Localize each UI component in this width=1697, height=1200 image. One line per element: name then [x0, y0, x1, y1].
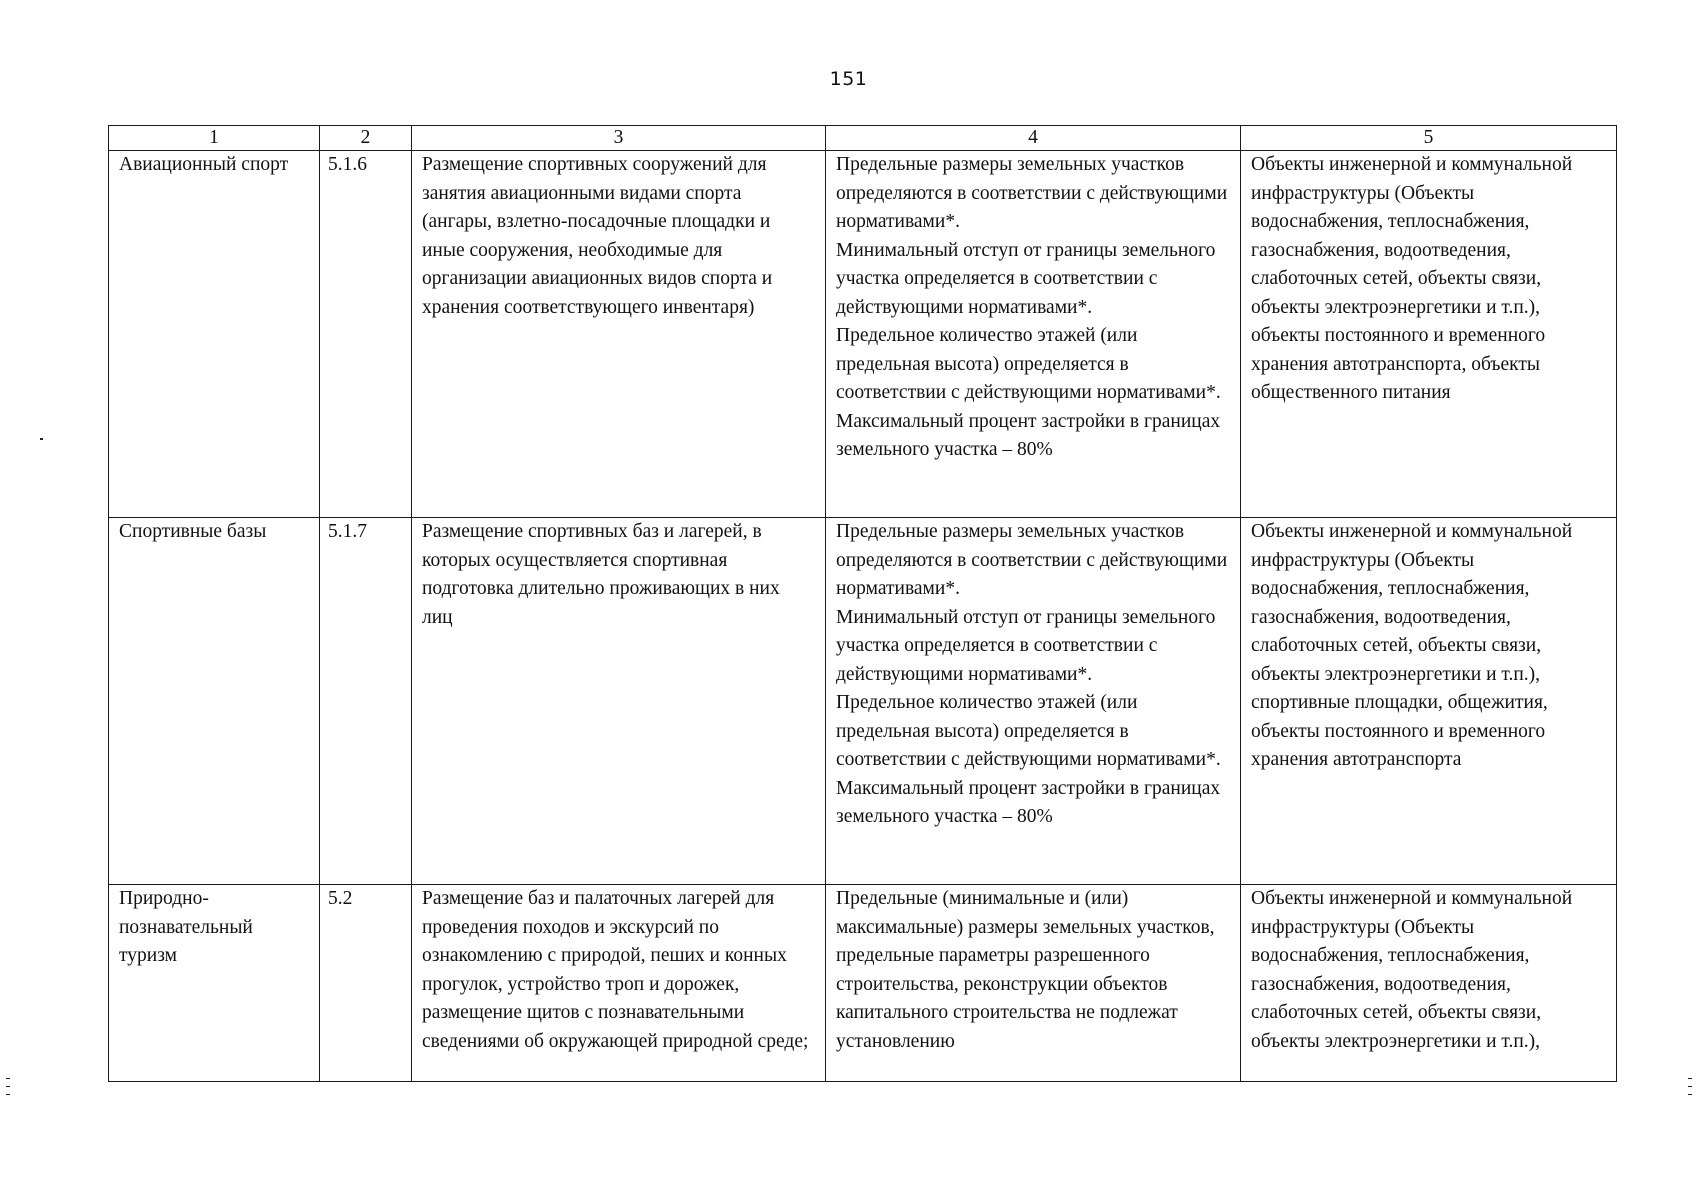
use-name-cell: Природно-познавательный туризм — [109, 885, 320, 1082]
table-header-row — [109, 126, 1617, 151]
use-code-cell: 5.1.6 — [320, 151, 412, 518]
parameters-cell — [826, 518, 1241, 885]
scan-artifact-mark — [40, 438, 43, 440]
scan-artifact-mark — [1688, 1078, 1692, 1079]
scan-artifact-mark — [6, 1078, 10, 1079]
table-row — [109, 518, 1617, 885]
parameter-line: Предельные (минимальные и (или) максимальные) размеры земельных участков, предельные параметры разрешенного строительства, реконструкции объектов капитального строительства не подлежат установлению — [836, 888, 1215, 1052]
column-header-5: 5 — [1241, 126, 1617, 151]
scan-artifact-mark — [6, 1094, 10, 1095]
column-header-4: 4 — [826, 126, 1241, 151]
column-header-1: 1 — [109, 126, 320, 151]
use-description-cell: Размещение спортивных баз и лагерей, в которых осуществляется спортивная подготовка длительно проживающих в них лиц — [412, 518, 826, 885]
table-row — [109, 885, 1617, 1082]
parameters-cell — [826, 885, 1241, 1082]
auxiliary-uses-cell: Объекты инженерной и коммунальной инфраструктуры (Объекты водоснабжения, теплоснабжения, газоснабжения, водоотведения, слаботочных сетей, объекты связи, объекты электроэнергетики и т.п.), — [1241, 885, 1617, 1082]
scan-artifact-mark — [1688, 1094, 1692, 1095]
parameters-cell — [826, 151, 1241, 518]
use-code-cell: 5.1.7 — [320, 518, 412, 885]
use-name-cell: Спортивные базы — [109, 518, 320, 885]
scan-artifact-mark — [6, 1086, 10, 1087]
parameter-line: Предельные размеры земельных участков определяются в соответствии с действующими нормативами*. — [836, 154, 1228, 232]
column-header-2: 2 — [320, 126, 412, 151]
page-number: 151 — [829, 68, 868, 90]
scan-artifact-mark — [1688, 1086, 1692, 1087]
zoning-table — [108, 125, 1617, 1082]
parameter-line: Предельное количество этажей (или предельная высота) определяется в соответствии с действующими нормативами*. — [836, 692, 1221, 770]
auxiliary-uses-cell: Объекты инженерной и коммунальной инфраструктуры (Объекты водоснабжения, теплоснабжения, газоснабжения, водоотведения, слаботочных сетей, объекты связи, объекты электроэнергетики и т.п.), объекты постоянного и временного хранения автотранспорта, объекты общественного питания — [1241, 151, 1617, 518]
use-code-cell: 5.2 — [320, 885, 412, 1082]
auxiliary-uses-cell: Объекты инженерной и коммунальной инфраструктуры (Объекты водоснабжения, теплоснабжения, газоснабжения, водоотведения, слаботочных сетей, объекты связи, объекты электроэнергетики и т.п.), спортивные площадки, общежития, объекты постоянного и временного хранения автотранспорта — [1241, 518, 1617, 885]
parameter-line: Максимальный процент застройки в границах земельного участка – 80% — [836, 777, 1221, 827]
parameter-line: Предельные размеры земельных участков определяются в соответствии с действующими нормативами*. — [836, 521, 1228, 599]
use-description-cell: Размещение баз и палаточных лагерей для проведения походов и экскурсий по ознакомлению с природой, пеших и конных прогулок, устройство троп и дорожек, размещение щитов с познавательными сведениями об окружающей природной среде; — [412, 885, 826, 1082]
column-header-3: 3 — [412, 126, 826, 151]
parameter-line: Минимальный отступ от границы земельного участка определяется в соответствии с действующими нормативами*. — [836, 606, 1216, 685]
use-description-cell: Размещение спортивных сооружений для занятия авиационными видами спорта (ангары, взлетно-посадочные площадки и иные сооружения, необходимые для организации авиационных видов спорта и хранения соответствующего инвентаря) — [412, 151, 826, 518]
table-row — [109, 151, 1617, 518]
parameter-line: Минимальный отступ от границы земельного участка определяется в соответствии с действующими нормативами*. — [836, 239, 1216, 318]
parameter-line: Предельное количество этажей (или предельная высота) определяется в соответствии с действующими нормативами*. — [836, 325, 1221, 403]
parameter-line: Максимальный процент застройки в границах земельного участка – 80% — [836, 410, 1221, 460]
use-name-cell: Авиационный спорт — [109, 151, 320, 518]
